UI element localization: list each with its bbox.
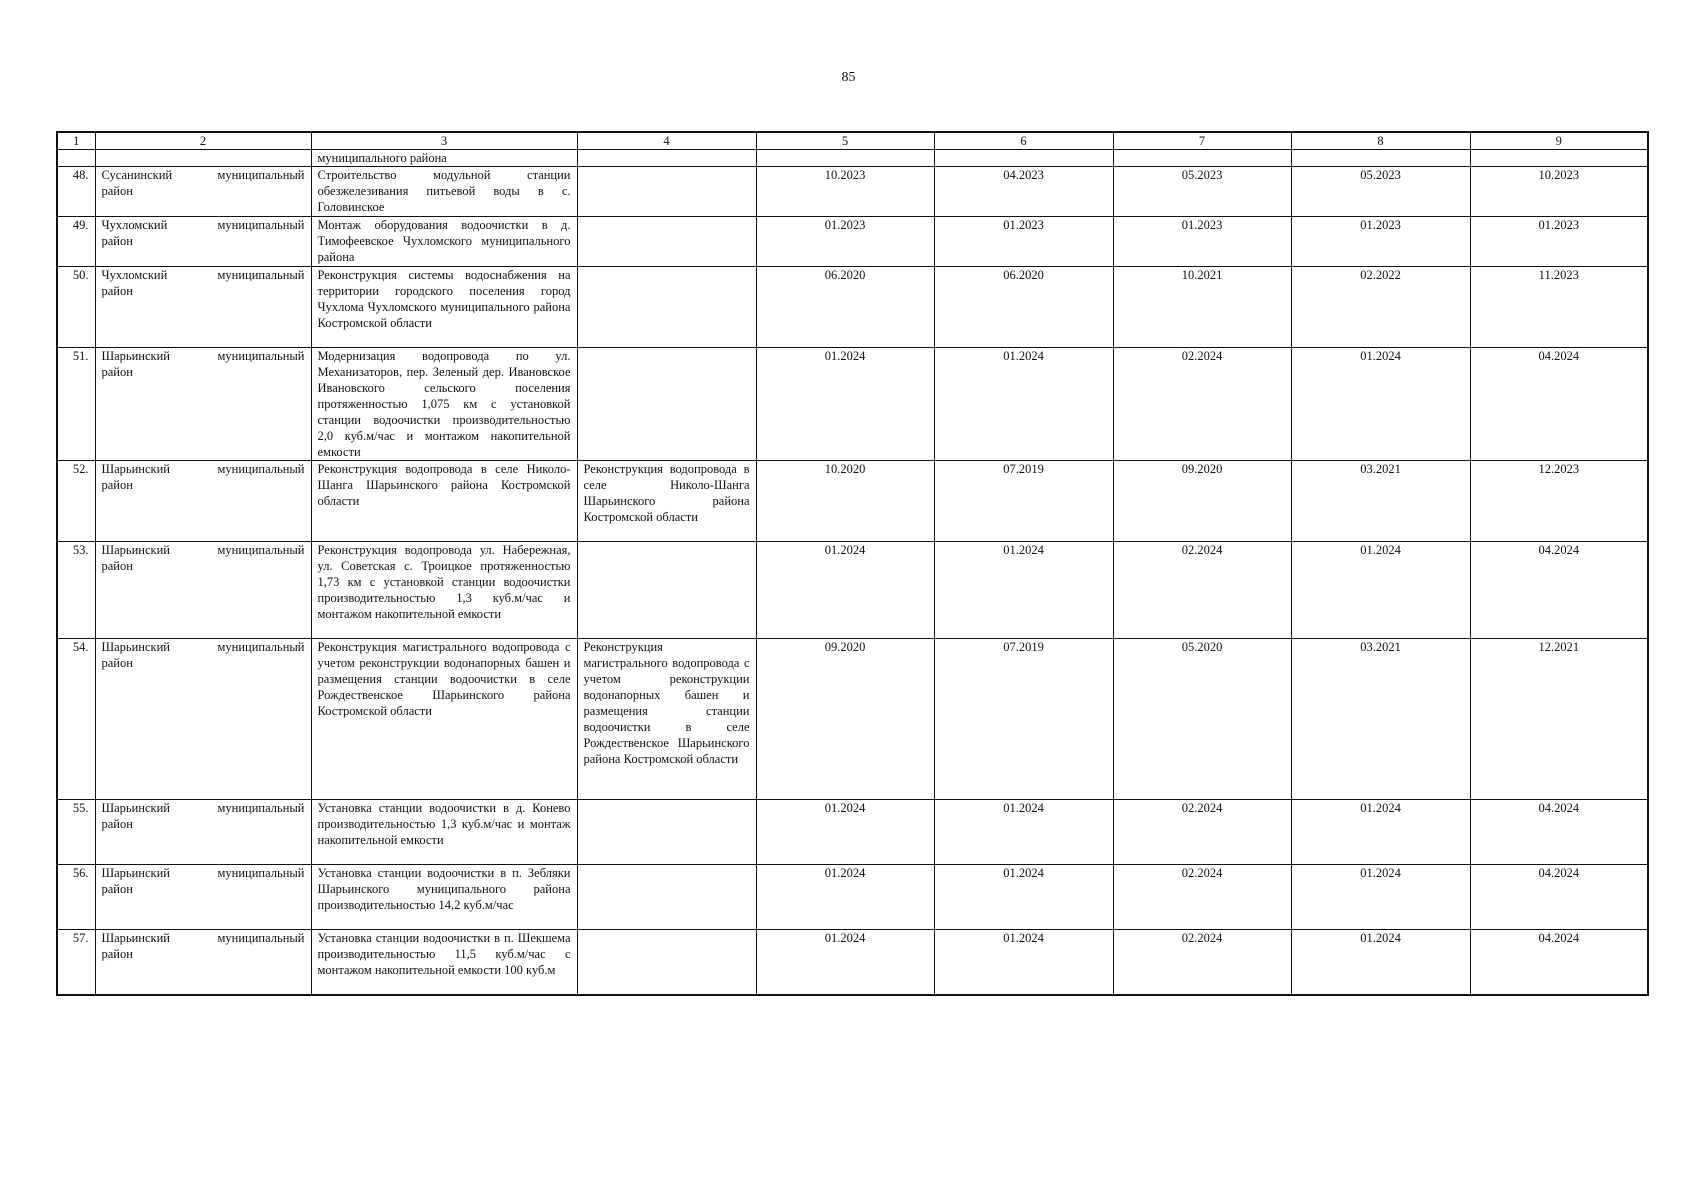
- row-number: 53.: [57, 542, 95, 639]
- column-header: 1: [57, 132, 95, 150]
- date-col7: 02.2024: [1113, 348, 1291, 461]
- table-row: [57, 461, 1648, 542]
- date-col7: 02.2024: [1113, 542, 1291, 639]
- district-name: Шарьинский: [101, 543, 170, 557]
- date-col8: 01.2024: [1291, 930, 1470, 995]
- date-col7: 02.2024: [1113, 930, 1291, 995]
- project-name: [577, 542, 756, 639]
- object-description: Реконструкция магистрального водопровода с учетом реконструкции водонапорных башен и размещения станции водоочистки в селе Рождественское Шарьинского района Костромской области: [311, 639, 577, 800]
- project-name: [577, 800, 756, 865]
- column-number-header-row: [57, 132, 1648, 150]
- column-header: 6: [934, 132, 1113, 150]
- continuation-row: [57, 150, 1648, 167]
- row-number: 52.: [57, 461, 95, 542]
- table-row: [57, 542, 1648, 639]
- project-name: [577, 930, 756, 995]
- column-header: 7: [1113, 132, 1291, 150]
- date-col5: 01.2023: [756, 217, 934, 267]
- date-col8: 03.2021: [1291, 461, 1470, 542]
- table-row: [57, 267, 1648, 348]
- date-col5: 01.2024: [756, 930, 934, 995]
- table-row: [57, 639, 1648, 800]
- date-col9: 04.2024: [1470, 800, 1648, 865]
- district-cell: Шарьинский муниципальный район: [95, 639, 311, 800]
- project-name: [577, 267, 756, 348]
- row-number: 51.: [57, 348, 95, 461]
- table-row: [57, 800, 1648, 865]
- date-col8: 01.2024: [1291, 348, 1470, 461]
- district-name: Шарьинский: [101, 349, 170, 363]
- date-col5: 10.2023: [756, 167, 934, 217]
- district-name: Шарьинский: [101, 462, 170, 476]
- district-name: Шарьинский: [101, 931, 170, 945]
- table-row: [57, 217, 1648, 267]
- row-number: 57.: [57, 930, 95, 995]
- date-col7: 05.2023: [1113, 167, 1291, 217]
- date-col8: 03.2021: [1291, 639, 1470, 800]
- date-col8: 05.2023: [1291, 167, 1470, 217]
- table-row: [57, 348, 1648, 461]
- date-col6: 01.2024: [934, 542, 1113, 639]
- row-number: 54.: [57, 639, 95, 800]
- row-number: 55.: [57, 800, 95, 865]
- date-col7: 10.2021: [1113, 267, 1291, 348]
- date-col5: 09.2020: [756, 639, 934, 800]
- district-cell: Сусанинский муниципальный район: [95, 167, 311, 217]
- district-name: Чухломский: [101, 268, 168, 282]
- district-name: Шарьинский: [101, 801, 170, 815]
- date-col5: 01.2024: [756, 865, 934, 930]
- project-name: Реконструкция магистрального водопровода с учетом реконструкции водонапорных башен и размещения станции водоочистки в селе Рождественское Шарьинского района Костромской области: [577, 639, 756, 800]
- date-col9: 04.2024: [1470, 865, 1648, 930]
- date-col8: 02.2022: [1291, 267, 1470, 348]
- date-col5: 01.2024: [756, 800, 934, 865]
- date-col7: 02.2024: [1113, 865, 1291, 930]
- project-name: [577, 865, 756, 930]
- date-col8: 01.2024: [1291, 800, 1470, 865]
- date-col9: 04.2024: [1470, 930, 1648, 995]
- date-col6: 01.2024: [934, 800, 1113, 865]
- date-col6: 01.2024: [934, 865, 1113, 930]
- date-col8: 01.2024: [1291, 865, 1470, 930]
- district-cell: Чухломский муниципальный район: [95, 217, 311, 267]
- date-col6: 07.2019: [934, 639, 1113, 800]
- date-col7: 02.2024: [1113, 800, 1291, 865]
- district-name: Чухломский: [101, 218, 168, 232]
- date-col9: 11.2023: [1470, 267, 1648, 348]
- object-description: Строительство модульной станции обезжелезивания питьевой воды в с. Головинское: [311, 167, 577, 217]
- district-cell: Шарьинский муниципальный район: [95, 930, 311, 995]
- date-col5: 06.2020: [756, 267, 934, 348]
- project-name: [577, 217, 756, 267]
- table-row: [57, 930, 1648, 995]
- column-header: 4: [577, 132, 756, 150]
- object-description: Установка станции водоочистки в д. Конево производительностью 1,3 куб.м/час и монтаж накопительной емкости: [311, 800, 577, 865]
- column-header: 5: [756, 132, 934, 150]
- project-name: [577, 167, 756, 217]
- column-header: 3: [311, 132, 577, 150]
- object-description: Реконструкция системы водоснабжения на территории городского поселения город Чухлома Чухломского муниципального района Костромской области: [311, 267, 577, 348]
- date-col6: 01.2024: [934, 348, 1113, 461]
- date-col9: 04.2024: [1470, 348, 1648, 461]
- row-number: 50.: [57, 267, 95, 348]
- district-cell: Шарьинский муниципальный район: [95, 348, 311, 461]
- date-col5: 01.2024: [756, 348, 934, 461]
- date-col7: 05.2020: [1113, 639, 1291, 800]
- schedule-table: [56, 131, 1649, 996]
- district-cell: Чухломский муниципальный район: [95, 267, 311, 348]
- column-header: 2: [95, 132, 311, 150]
- project-name: [577, 348, 756, 461]
- date-col8: 01.2023: [1291, 217, 1470, 267]
- object-description: Модернизация водопровода по ул. Механизаторов, пер. Зеленый дер. Ивановское Ивановского сельского поселения протяженностью 1,075 км с установкой станции водоочистки производительностью 2,0 куб.м/час и монтажом накопительной емкости: [311, 348, 577, 461]
- district-name: Шарьинский: [101, 866, 170, 880]
- date-col7: 01.2023: [1113, 217, 1291, 267]
- district-cell: Шарьинский муниципальный район: [95, 461, 311, 542]
- project-name: Реконструкция водопровода в селе Николо-Шанга Шарьинского района Костромской области: [577, 461, 756, 542]
- district-name: Шарьинский: [101, 640, 170, 654]
- district-cell: Шарьинский муниципальный район: [95, 542, 311, 639]
- district-cell: Шарьинский муниципальный район: [95, 865, 311, 930]
- date-col9: 01.2023: [1470, 217, 1648, 267]
- continuation-text: муниципального района: [311, 150, 577, 167]
- row-number: 49.: [57, 217, 95, 267]
- district-name: Сусанинский: [101, 168, 173, 182]
- date-col9: 12.2021: [1470, 639, 1648, 800]
- date-col9: 04.2024: [1470, 542, 1648, 639]
- date-col9: 10.2023: [1470, 167, 1648, 217]
- date-col6: 07.2019: [934, 461, 1113, 542]
- page-number: 85: [841, 70, 856, 85]
- object-description: Реконструкция водопровода ул. Набережная, ул. Советская с. Троицкое протяженностью 1,73 км с установкой станции водоочистки производительностью 1,3 куб.м/час и монтажом накопительной емкости: [311, 542, 577, 639]
- column-header: 9: [1470, 132, 1648, 150]
- row-number: 56.: [57, 865, 95, 930]
- object-description: Установка станции водоочистки в п. Шекшема производительностью 11,5 куб.м/час с монтажом накопительной емкости 100 куб.м: [311, 930, 577, 995]
- district-cell: Шарьинский муниципальный район: [95, 800, 311, 865]
- table-row: [57, 865, 1648, 930]
- object-description: Установка станции водоочистки в п. Зебляки Шарьинского муниципального района производительностью 14,2 куб.м/час: [311, 865, 577, 930]
- date-col6: 06.2020: [934, 267, 1113, 348]
- date-col5: 10.2020: [756, 461, 934, 542]
- date-col6: 04.2023: [934, 167, 1113, 217]
- table-row: [57, 167, 1648, 217]
- date-col7: 09.2020: [1113, 461, 1291, 542]
- date-col8: 01.2024: [1291, 542, 1470, 639]
- date-col6: 01.2023: [934, 217, 1113, 267]
- date-col9: 12.2023: [1470, 461, 1648, 542]
- object-description: Реконструкция водопровода в селе Николо-Шанга Шарьинского района Костромской области: [311, 461, 577, 542]
- column-header: 8: [1291, 132, 1470, 150]
- row-number: 48.: [57, 167, 95, 217]
- object-description: Монтаж оборудования водоочистки в д. Тимофеевское Чухломского муниципального района: [311, 217, 577, 267]
- date-col5: 01.2024: [756, 542, 934, 639]
- date-col6: 01.2024: [934, 930, 1113, 995]
